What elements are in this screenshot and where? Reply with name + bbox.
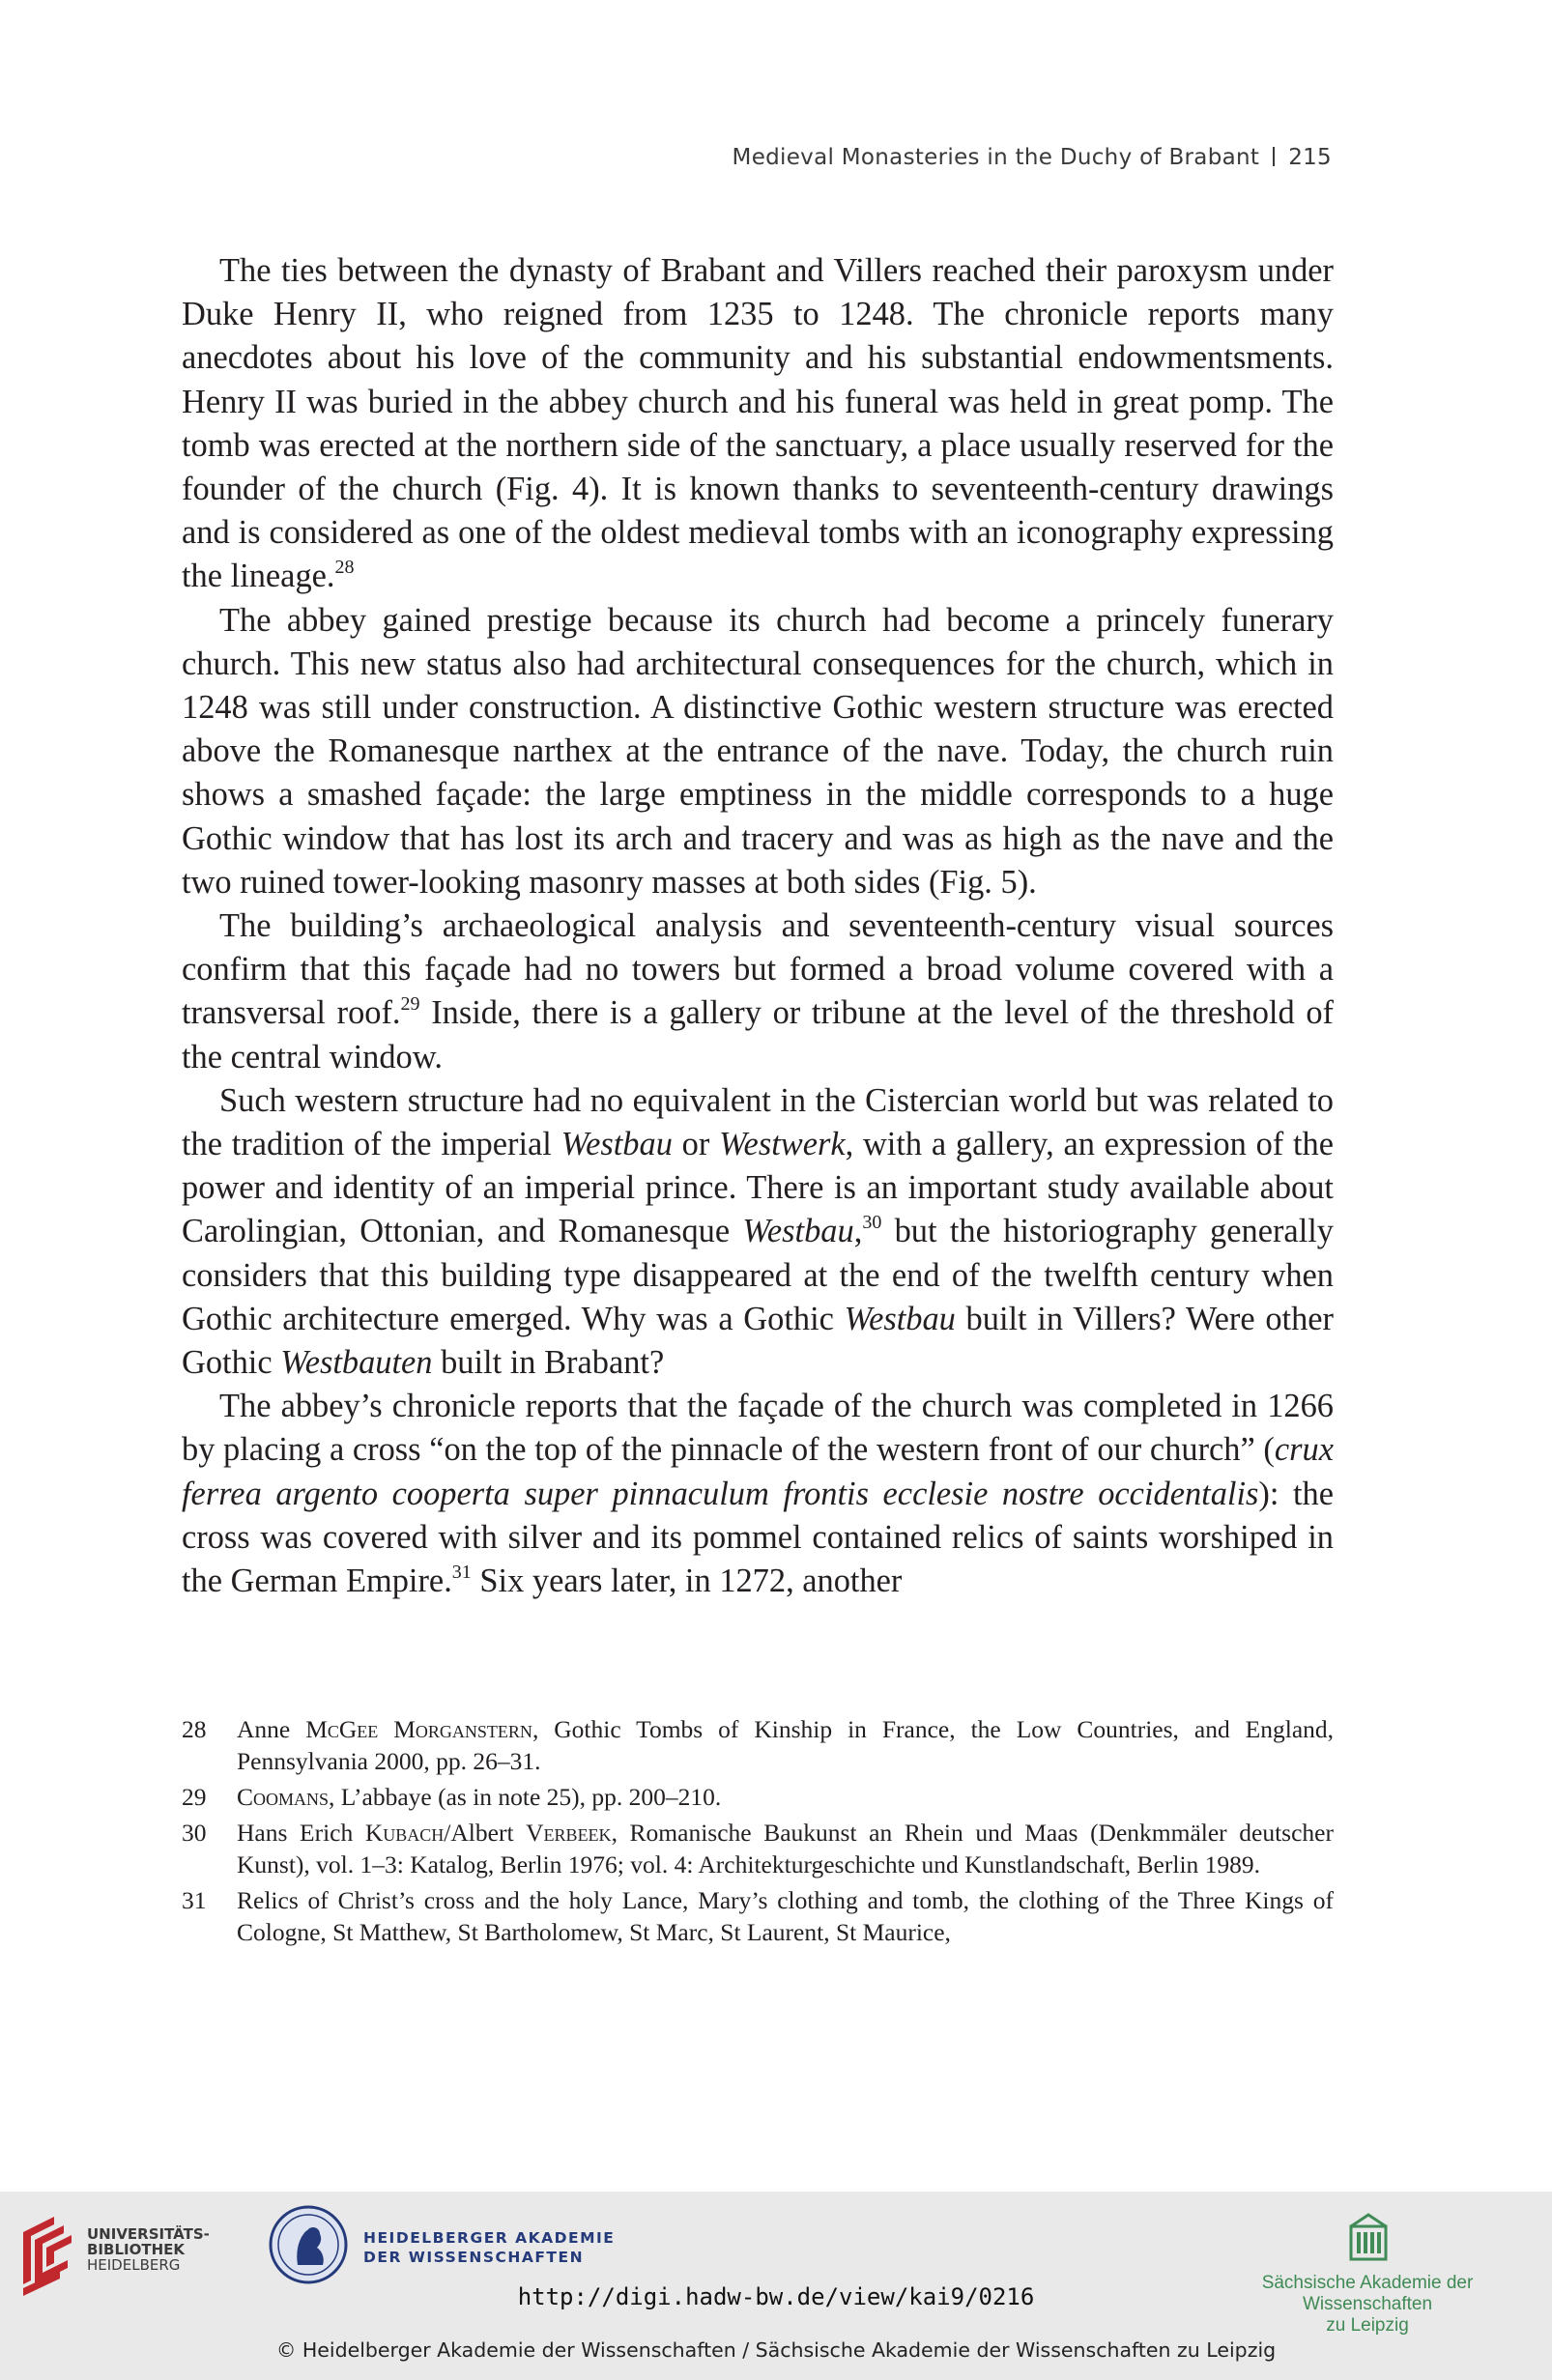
main-text (182, 249, 1334, 1603)
header-separator (1273, 147, 1275, 166)
text-span: , Romanische Baukunst an Rhein und Maas (Denkmmäler deutscher Kunst), vol. 1–3: Katalog, Berlin 1976; vol. 4: Architekturgeschichte und Kunstlandschaft, Berlin 1989. (237, 1819, 1334, 1878)
text-span: built in Brabant? (432, 1344, 665, 1382)
hadw-line-1: HEIDELBERGER AKADEMIE (363, 2229, 616, 2247)
text-span: The ties between the dynasty of Brabant and Villers reached their paroxysm under Duke Henry II, who reigned from 1235 to 1248. The chronicle reports many anecdotes about his love of the community and his substantial endowmentsments. Henry II was buried in the abbey church and his funeral was held in great pomp. The tomb was erected at the northern side of the sanctuary, a place usually reserved for the founder of the church (Fig. 4). It is known thanks to seventeenth-century drawings and is considered as one of the oldest medieval tombs with an iconography expressing the lineage. (182, 252, 1334, 595)
footnote-text: Relics of Christ’s cross and the holy Lance, Mary’s clothing and tomb, the clothing of the Three Kings of Cologne, St Matthew, St Bartholomew, St Marc, St Laurent, St Maurice, (237, 1886, 1334, 1946)
author-name: Coomans (237, 1783, 330, 1811)
footnote-29 (182, 1781, 1334, 1813)
saw-line-1: Sächsische Akademie der Wissenschaften (1261, 2273, 1474, 2314)
footnote-ref[interactable]: 30 (862, 1212, 882, 1234)
paragraph-1 (182, 249, 1334, 599)
footnote-number: 28 (182, 1715, 207, 1743)
footnote-ref[interactable]: 28 (334, 557, 355, 579)
running-title: Medieval Monasteries in the Duchy of Brabant (732, 145, 1260, 170)
paragraph-3 (182, 904, 1334, 1079)
footnote-number: 31 (182, 1886, 207, 1914)
text-span: but the historiography generally considers that this building type disappeared at the end of the twelfth century when Gothic architecture emerged. Why was a Gothic (182, 1213, 1334, 1337)
text-span: built in Villers? Were other Gothic (182, 1300, 1334, 1382)
italic-term: Westbau (844, 1300, 956, 1337)
footnote-ref[interactable]: 31 (451, 1562, 472, 1584)
text-span: , (853, 1213, 863, 1250)
footnote-30 (182, 1817, 1334, 1880)
italic-term: Westbau (742, 1213, 854, 1250)
saw-leipzig-logo-icon[interactable] (1349, 2213, 1388, 2261)
italic-term: Westwerk (719, 1126, 846, 1163)
author-name: Verbeek (526, 1819, 612, 1847)
text-span: ): the cross was covered with silver and its pommel contained relics of saints worshiped in the German Empire. (182, 1475, 1335, 1600)
ub-line-1: UNIVERSITÄTS- (87, 2225, 210, 2243)
paragraph-4 (182, 1079, 1334, 1385)
copyright-notice: © Heidelberger Akademie der Wissenschaften / Sächsische Akademie der Wissenschaften zu Leipzig (275, 2338, 1277, 2362)
ub-line-2: BIBLIOTHEK (87, 2241, 185, 2258)
text-span: Anne (237, 1715, 306, 1743)
permalink-url[interactable]: http://digi.hadw-bw.de/view/kai9/0216 (517, 2283, 1035, 2310)
footnote-31 (182, 1884, 1334, 1948)
text-span: The abbey’s chronicle reports that the façade of the church was completed in 1266 by placing a cross “on the top of the pinnacle of the western front of our church” ( (182, 1388, 1334, 1469)
text-span: , Gothic Tombs of Kinship in France, the Low Countries, and England, Pennsylvania 2000, pp. 26–31. (237, 1715, 1335, 1775)
text-span: The abbey gained prestige because its church had become a princely funerary church. This new status also had architectural consequences for the church, which in 1248 was still under construction. A distinctive Gothic western structure was erected above the Romanesque narthex at the entrance of the nave. Today, the church ruin shows a smashed façade: the large emptiness in the middle corresponds to a huge Gothic window that has lost its arch and tracery and was as high as the nave and the two ruined tower-looking masonry masses at both sides (Fig. 5). (182, 601, 1334, 901)
footnote-number: 29 (182, 1783, 207, 1811)
text-span: , L’abbaye (as in note 25), pp. 200–210. (329, 1783, 722, 1811)
author-name: McGee Morganstern (305, 1715, 532, 1743)
footnote-text (237, 1781, 1334, 1813)
text-span: /Albert (444, 1819, 527, 1847)
ub-heidelberg-wordmark (87, 2226, 210, 2273)
hadw-wordmark (363, 2228, 615, 2267)
running-header (0, 145, 1332, 170)
text-span: Inside, there is a gallery or tribune at the level of the threshold of the central window. (182, 994, 1334, 1075)
paragraph-2 (182, 599, 1334, 904)
page-number: 215 (1288, 145, 1332, 170)
italic-term: Westbau (560, 1126, 673, 1163)
saw-line-2: zu Leipzig (1326, 2315, 1409, 2336)
latin-quote: crux ferrea argento cooperta super pinnaculum frontis ecclesie nostre occidentalis (182, 1431, 1334, 1512)
hadw-seal-icon[interactable] (269, 2205, 348, 2284)
text-span: Such western structure had no equivalent in the Cistercian world but was related to the tradition of the imperial (182, 1081, 1334, 1163)
footnote-text (237, 1817, 1334, 1880)
footnote-28 (182, 1713, 1334, 1777)
hadw-line-2: DER WISSENSCHAFTEN (363, 2249, 585, 2266)
text-span: Six years later, in 1272, another (471, 1563, 903, 1600)
text-span: or (672, 1126, 720, 1163)
footnote-number: 30 (182, 1819, 207, 1847)
paragraph-5 (182, 1385, 1334, 1603)
footnote-text (237, 1713, 1334, 1777)
text-span: Hans Erich (237, 1819, 365, 1847)
ub-line-3: HEIDELBERG (87, 2256, 181, 2274)
author-name: Kubach (364, 1819, 445, 1847)
text-span: The building’s archaeological analysis and seventeenth-century visual sources confirm that this façade had no towers but formed a broad volume covered with a transversal roof. (182, 907, 1334, 1032)
footnotes (182, 1713, 1334, 1952)
text-span: , with a gallery, an expression of the power and identity of an imperial prince. There is an important study available about Carolingian, Ottonian, and Romanesque (182, 1126, 1334, 1250)
italic-term: Westbauten (280, 1344, 433, 1382)
footnote-ref[interactable]: 29 (400, 993, 420, 1016)
